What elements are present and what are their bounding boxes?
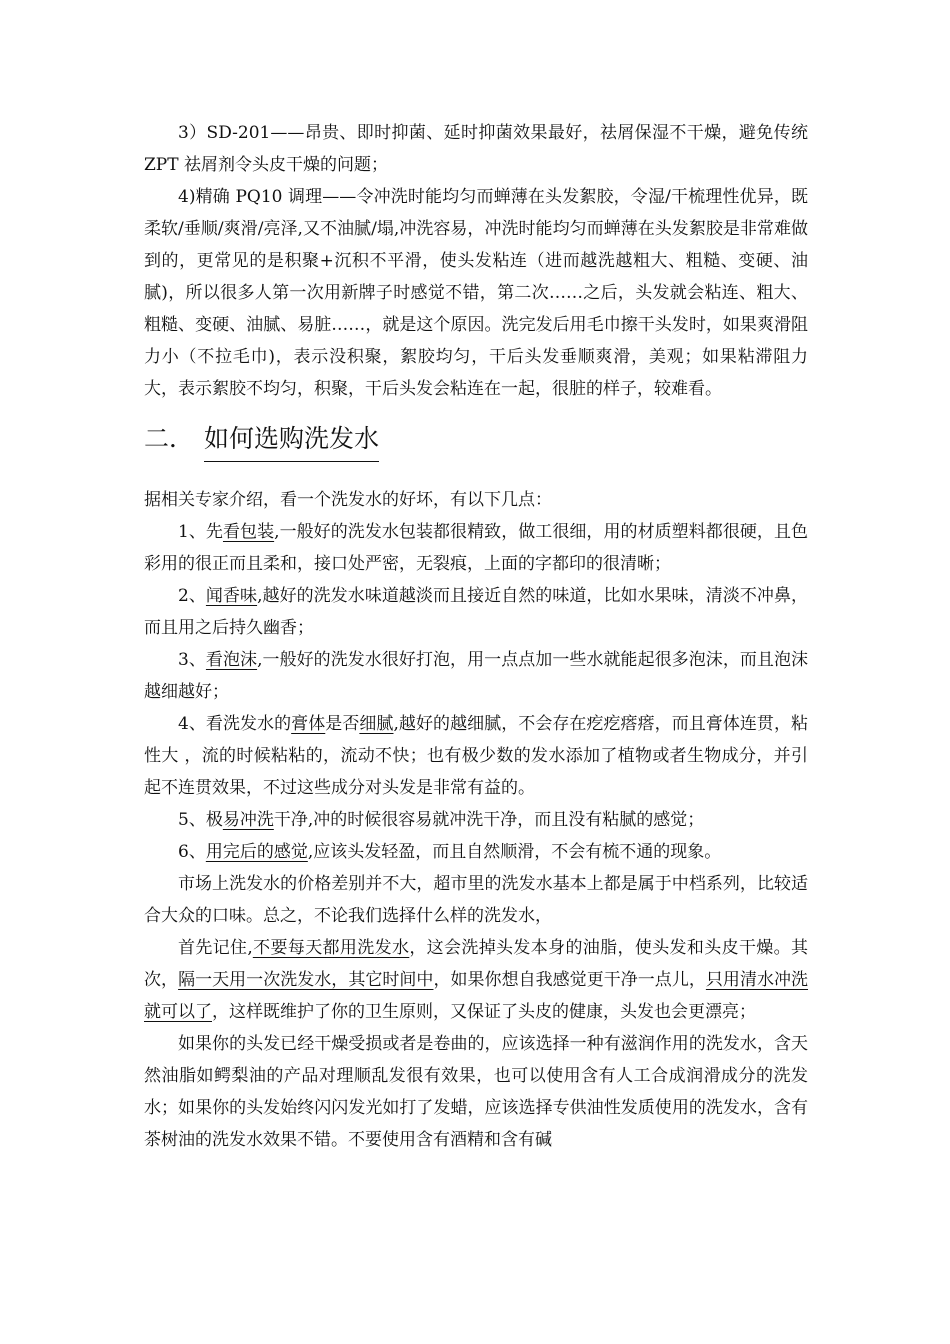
point-keyword: 闻香味 <box>205 586 258 606</box>
point-text: ,一般好的洗发水包装都很精致，做工很细，用的材质塑料都很硬，且色彩用的很正而且柔和，接口处严密，无裂痕，上面的字都印的很清晰； <box>144 522 809 574</box>
point-texture <box>144 708 808 804</box>
section-heading <box>144 421 808 462</box>
point-text: 干净,冲的时候很容易就冲洗干净，而且没有粘腻的感觉； <box>273 810 705 830</box>
point-keyword: 膏体 <box>291 714 326 734</box>
point-lead: 5、极 <box>178 810 223 830</box>
point-lead: 1、先 <box>178 522 223 542</box>
point-feel <box>144 836 808 868</box>
point-packaging <box>144 516 808 580</box>
point-lead: 3、 <box>178 650 206 670</box>
section-number: 二． <box>144 424 195 453</box>
advice-keyword: 只用清水冲洗就可以了 <box>144 970 809 1022</box>
paragraph-pq10: 4)精确 PQ10 调理——令冲洗时能均匀而蝉薄在头发絮胶，令湿/干梳理性优异，既柔软/垂顺/爽滑/亮泽,又不油腻/塌,冲洗容易，冲洗时能均匀而蝉薄在头发絮胶是非常难做到的，更常见的是积聚+沉积不平滑，使头发粘连（进而越洗越粗大、粗糙、变硬、油腻)，所以很多人第一次用新牌子时感觉不错，第二次……之后，头发就会粘连、粗大、粗糙、变硬、油腻、易脏……，就是这个原因。洗完发后用毛巾擦干头发时，如果爽滑阻力小（不拉毛巾)，表示没积聚，絮胶均匀，干后头发垂顺爽滑，美观；如果粘滞阻力大，表示絮胶不均匀，积聚，干后头发会粘连在一起，很脏的样子，较难看。 <box>144 187 808 399</box>
document-body <box>144 117 808 1156</box>
point-smell <box>144 580 808 644</box>
point-keyword: 易冲洗 <box>222 810 274 830</box>
point-rinse <box>144 804 808 836</box>
point-keyword: 看包装 <box>222 522 275 542</box>
point-text: ,一般好的洗发水很好打泡，用一点点加一些水就能起很多泡沫，而且泡沫越细越好； <box>144 650 809 702</box>
point-lead: 2、 <box>178 586 206 606</box>
point-foam <box>144 644 808 708</box>
advice-text: ，这会洗掉头发本身的油脂，使头发和头皮干燥。其次， <box>144 938 809 990</box>
market-paragraph: 市场上洗发水的价格差别并不大，超市里的洗发水基本上都是属于中档系列，比较适合大众的口味。总之，不论我们选择什么样的洗发水， <box>144 874 808 926</box>
advice-text: ，这样既维护了你的卫生原则，又保证了头皮的健康，头发也会更漂亮； <box>212 1002 756 1022</box>
advice-paragraph <box>144 932 808 1028</box>
section-title: 如何选购洗发水 <box>204 421 379 462</box>
advice-keyword: 隔一天用一次洗发水，其它时间中 <box>178 970 434 990</box>
point-text: ,越好的洗发水味道越淡而且接近自然的味道，比如水果味，清淡不冲鼻，而且用之后持久幽香； <box>144 586 809 638</box>
advice-keyword: 不要每天都用洗发水 <box>252 938 410 958</box>
paragraph-sd201: 3）SD-201——昂贵、即时抑菌、延时抑菌效果最好，祛屑保湿不干燥，避免传统 ZPT 祛屑剂令头皮干燥的问题； <box>144 123 808 175</box>
point-lead: 4、看洗发水的 <box>178 714 292 734</box>
advice-text: 首先记住, <box>178 938 253 958</box>
point-text: ,越好的越细腻，不会存在疙疙瘩瘩，而且膏体连贯，粘性大 ，流的时候粘粘的，流动不快；也有极少数的发水添加了植物或者生物成分，并引起不连贯效果，不过这些成分对头发是非常有益的。 <box>144 714 809 798</box>
point-keyword: 用完后的感觉 <box>205 842 308 862</box>
point-text: ,应该头发轻盈，而且自然顺滑，不会有梳不通的现象。 <box>307 842 722 862</box>
last-paragraph: 如果你的头发已经干燥受损或者是卷曲的，应该选择一种有滋润作用的洗发水，含天然油脂如鳄梨油的产品对理顺乱发很有效果，也可以使用含有人工合成润滑成分的洗发水；如果你的头发始终闪闪发光如打了发蜡，应该选择专供油性发质使用的洗发水，含有茶树油的洗发水效果不错。不要使用含有酒精和含有碱 <box>144 1034 808 1150</box>
point-lead: 6、 <box>178 842 206 862</box>
point-keyword: 看泡沫 <box>205 650 258 670</box>
point-mid: 是否 <box>325 714 360 734</box>
intro-paragraph: 据相关专家介绍，看一个洗发水的好坏，有以下几点： <box>144 490 552 510</box>
point-keyword: 细腻 <box>359 714 394 734</box>
advice-text: ，如果你想自我感觉更干净一点儿， <box>433 970 706 990</box>
